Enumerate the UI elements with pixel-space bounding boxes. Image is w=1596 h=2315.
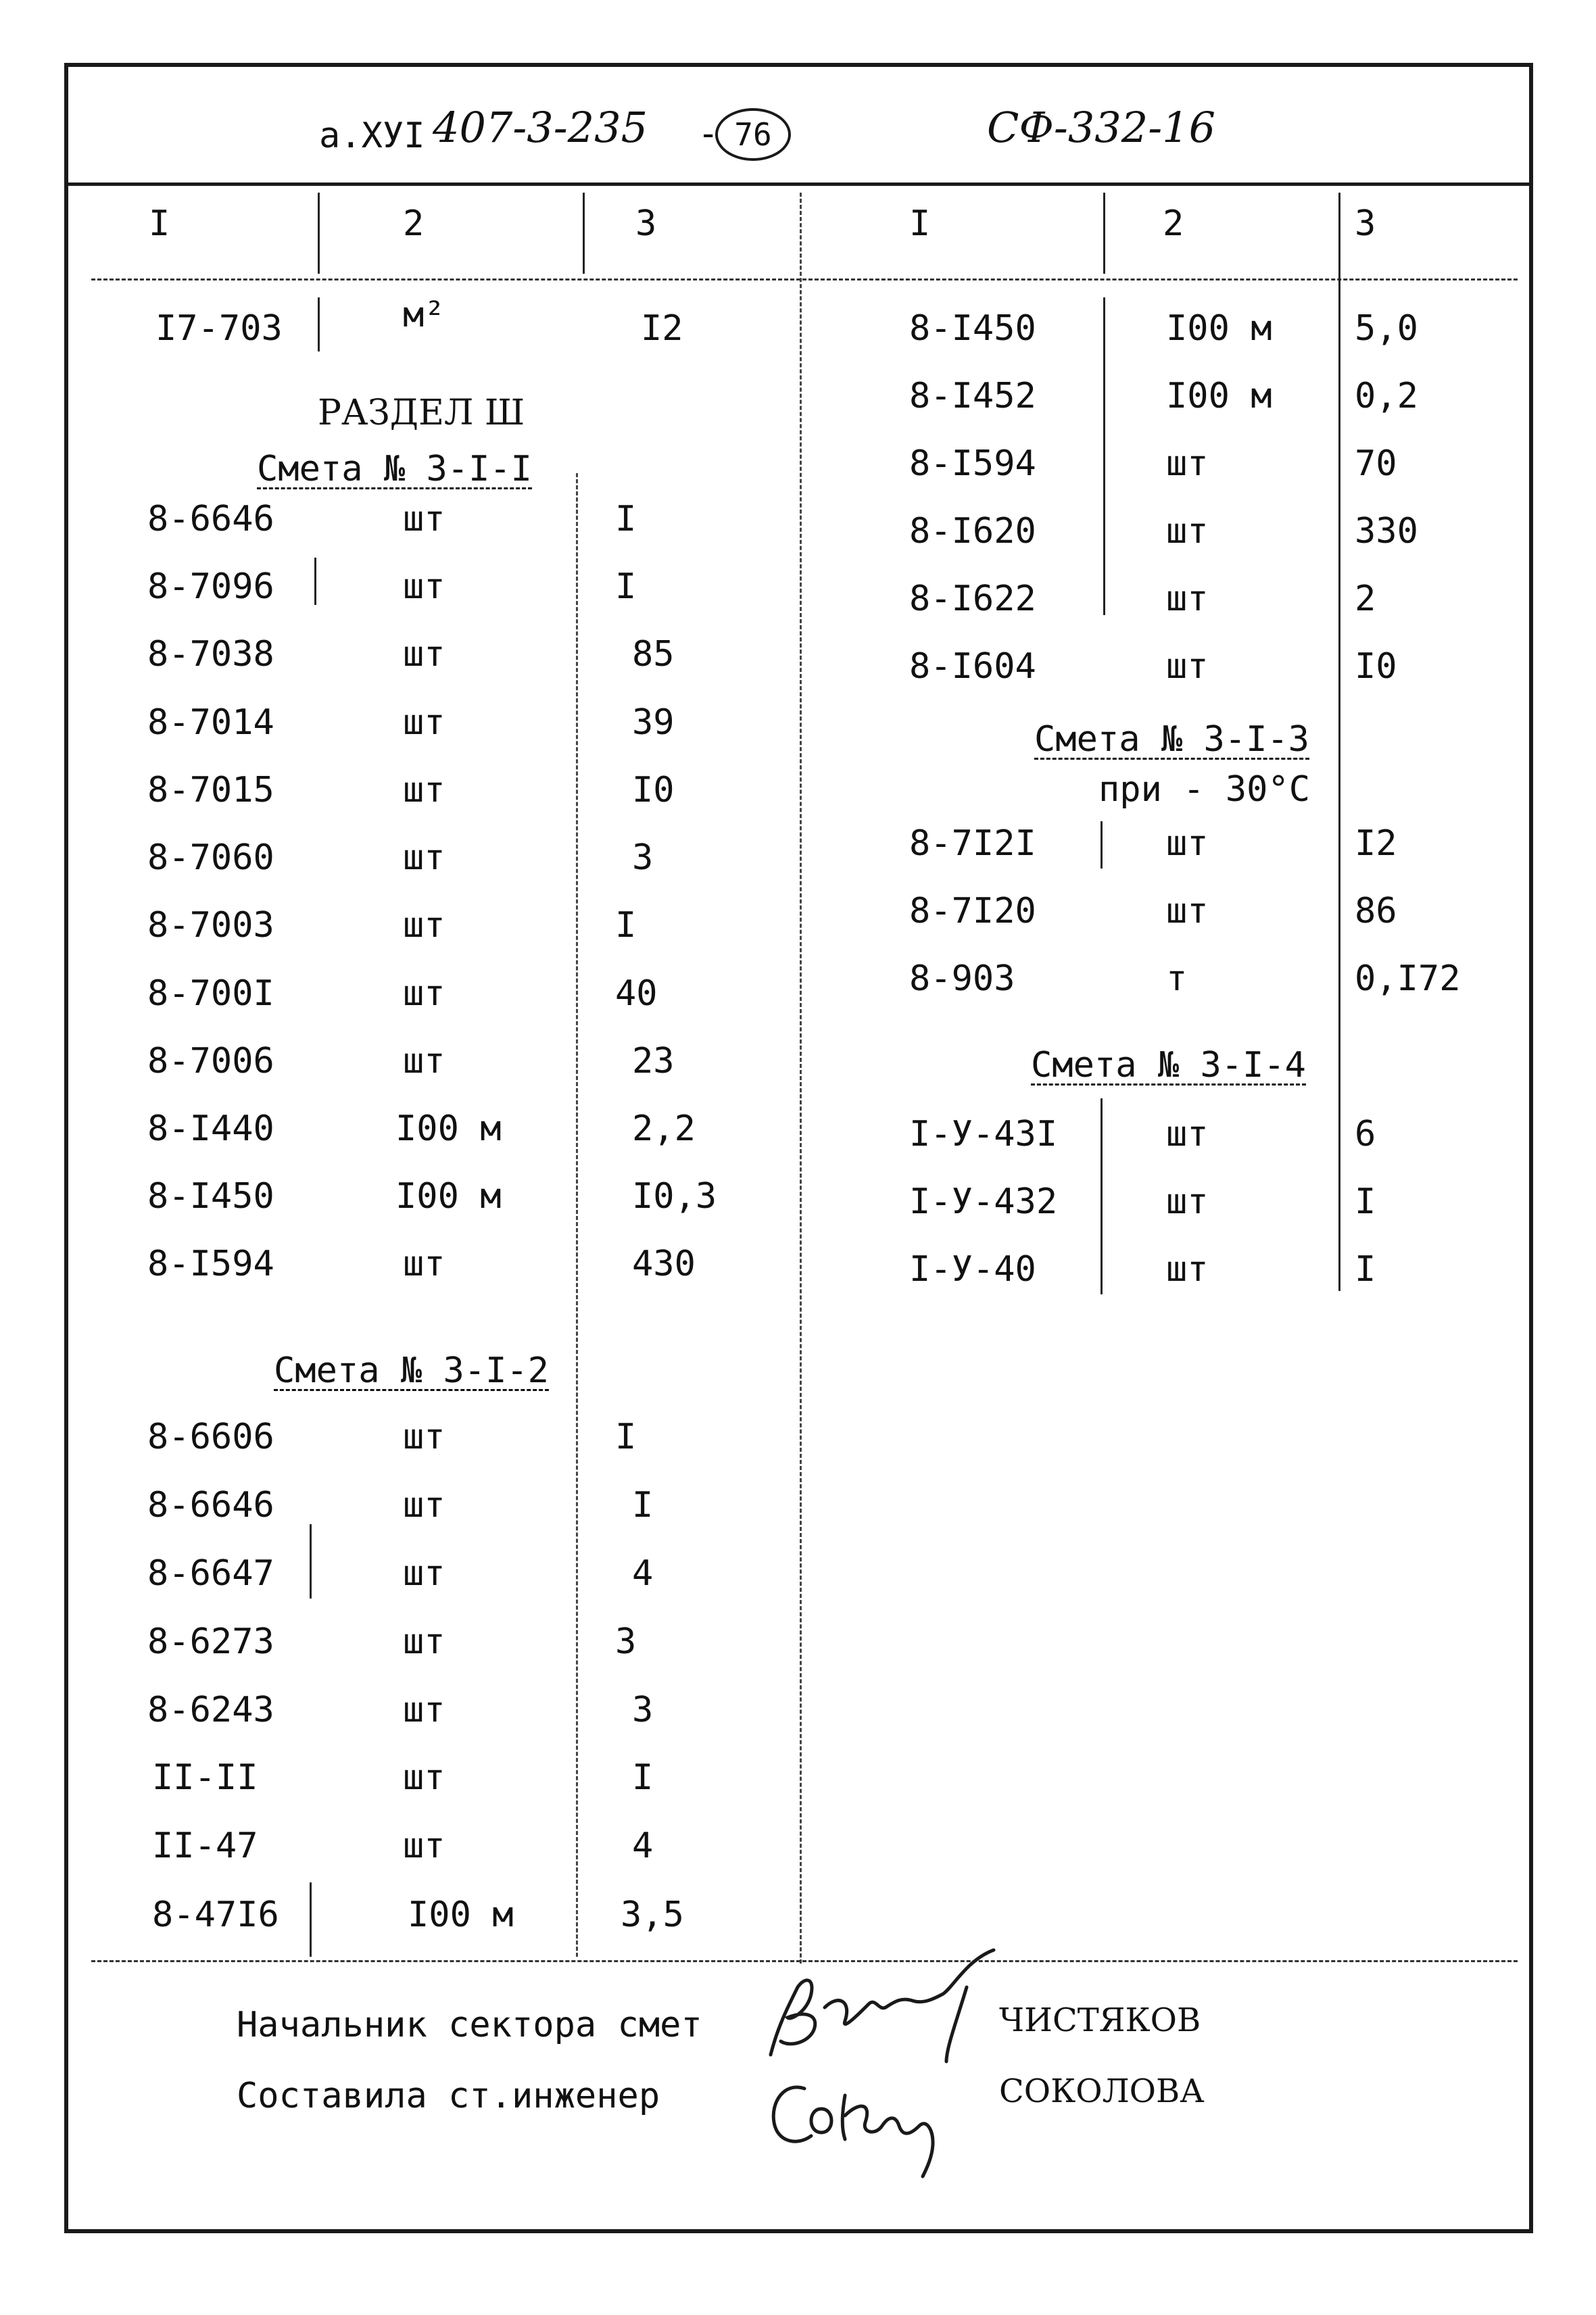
est2-row-4-qty: 3 [615,1622,637,1662]
doc-code-number: 407-3-235 [433,103,648,152]
est2-row-3-code: 8-6647 [147,1553,274,1594]
right-row-1-qty: 5,0 [1355,308,1418,349]
right-col2-divider [1338,193,1340,1291]
est2-row-8-unit: I00 м [408,1895,514,1935]
est3-row-1-code: 8-7I2I [909,823,1036,864]
est2-row-2-unit: шт [403,1485,445,1526]
doc-code-prefix: а.ХУI [319,116,425,156]
est2-row-4-code: 8-6273 [147,1622,274,1662]
est4-row-1-code: I-У-43I [909,1114,1058,1154]
est4-row-2-code: I-У-432 [909,1181,1058,1222]
est2-row-2-code: 8-6646 [147,1485,274,1526]
est1-row-4-unit: шт [403,702,445,743]
right-row-6-unit: шт [1166,646,1209,687]
est2-row-5-unit: шт [403,1690,445,1730]
left-col1-divider-top [318,193,320,274]
est4-row-3-unit: шт [1166,1249,1209,1290]
header-rule [66,182,1531,186]
est1-row-7-code: 8-7003 [147,905,274,946]
left-first-row-code: I7-703 [155,308,283,349]
est2-row-1-code: 8-6606 [147,1417,274,1457]
est1-row-4-code: 8-7014 [147,702,274,743]
est1-row-6-qty: 3 [632,837,654,878]
right-row-5-unit: шт [1166,579,1209,619]
signature-2 [757,2062,1000,2183]
right-row-3-unit: шт [1166,443,1209,484]
right-col1-divider-est4 [1101,1098,1103,1294]
est3-row-1-qty: I2 [1355,823,1397,864]
left-col1-divider-mid [314,558,316,605]
est1-row-9-unit: шт [403,1041,445,1081]
est1-row-1-code: 8-6646 [147,499,274,539]
footer-name-1: ЧИСТЯКОВ [999,2001,1201,2039]
right-row-2-unit: I00 м [1166,376,1272,416]
est1-row-9-qty: 23 [632,1041,675,1081]
right-col1-divider-est3 [1101,821,1103,869]
est1-row-2-unit: шт [403,566,445,607]
right-row-6-qty: I0 [1355,646,1397,687]
page-dash: - [698,114,719,154]
left-col2-divider-top [583,193,585,274]
est1-row-7-unit: шт [403,905,445,946]
est4-row-1-unit: шт [1166,1114,1209,1154]
left-col2-divider-body [576,473,578,1957]
est3-row-2-qty: 86 [1355,891,1397,931]
footer-name-2: СОКОЛОВА [999,2072,1205,2110]
footer-role-1: Начальник сектора смет [237,2005,702,2045]
right-row-3-qty: 70 [1355,443,1397,484]
estimate1-title: Смета № 3-I-I [257,449,532,489]
est1-row-10-qty: 2,2 [632,1108,696,1149]
est4-row-3-qty: I [1355,1249,1376,1290]
est4-row-2-qty: I [1355,1181,1376,1222]
est1-row-8-code: 8-700I [147,973,274,1014]
est1-row-6-unit: шт [403,837,445,878]
est1-row-11-code: 8-I450 [147,1176,274,1217]
right-row-1-code: 8-I450 [909,308,1036,349]
est2-row-6-qty: I [632,1757,654,1798]
est1-row-12-code: 8-I594 [147,1244,274,1284]
right-row-5-qty: 2 [1355,579,1376,619]
est1-row-3-qty: 85 [632,634,675,675]
est1-row-4-qty: 39 [632,702,675,743]
left-col1-divider-bottom [310,1882,312,1957]
est2-row-6-code: II-II [152,1757,258,1798]
est1-row-2-code: 8-7096 [147,566,274,607]
est4-row-2-unit: шт [1166,1181,1209,1222]
right-row-2-qty: 0,2 [1355,376,1418,416]
est2-row-4-unit: шт [403,1622,445,1662]
left-first-row-unit: м² [403,295,445,335]
est3-row-1-unit: шт [1166,823,1209,864]
estimate4-title: Смета № 3-I-4 [1031,1045,1306,1086]
est1-row-5-qty: I0 [632,770,675,810]
est2-row-5-qty: 3 [632,1690,654,1730]
right-row-1-unit: I00 м [1166,308,1272,349]
center-divider [800,193,802,1964]
est2-row-8-code: 8-47I6 [152,1895,279,1935]
est2-row-2-qty: I [632,1485,654,1526]
document-frame [64,63,1533,2233]
est1-row-12-qty: 430 [632,1244,696,1284]
col-header-1-right: I [909,203,931,244]
est3-row-3-unit: т [1166,958,1188,999]
col-header-3-left: 3 [635,203,657,244]
est1-row-8-qty: 40 [615,973,658,1014]
est2-row-7-unit: шт [403,1826,445,1866]
right-row-3-code: 8-I594 [909,443,1036,484]
est1-row-11-qty: I0,3 [632,1176,717,1217]
col-header-3-right: 3 [1355,203,1376,244]
est1-row-2-qty: I [615,566,637,607]
left-col1-divider-lower [310,1524,312,1599]
est1-row-10-code: 8-I440 [147,1108,274,1149]
est1-row-9-code: 8-7006 [147,1041,274,1081]
section-title: РАЗДЕЛ Ш [318,393,525,433]
left-first-row-qty: I2 [641,308,683,349]
est2-row-8-qty: 3,5 [621,1895,684,1935]
est1-row-10-unit: I00 м [395,1108,502,1149]
est3-row-3-code: 8-903 [909,958,1015,999]
col-header-1-left: I [149,203,170,244]
col-header-2-right: 2 [1163,203,1184,244]
estimate3-subtitle: при - 30°С [1098,769,1311,810]
est2-row-1-qty: I [615,1417,637,1457]
est2-row-7-qty: 4 [632,1826,654,1866]
right-row-4-qty: 330 [1355,511,1418,552]
est3-row-3-qty: 0,I72 [1355,958,1461,999]
est2-row-3-qty: 4 [632,1553,654,1594]
left-col1-divider-first-row [318,297,320,351]
est1-row-3-code: 8-7038 [147,634,274,675]
col-header-2-left: 2 [403,203,425,244]
est4-row-1-qty: 6 [1355,1114,1376,1154]
est3-row-2-unit: шт [1166,891,1209,931]
right-row-4-code: 8-I620 [909,511,1036,552]
right-col1-divider-rows [1103,297,1105,615]
est1-row-7-qty: I [615,905,637,946]
est1-row-3-unit: шт [403,634,445,675]
est4-row-3-code: I-У-40 [909,1249,1036,1290]
page-number-circle: 76 [715,108,791,161]
sheet-code: СФ-332-16 [987,103,1216,152]
est2-row-5-code: 8-6243 [147,1690,274,1730]
estimate2-title: Смета № 3-I-2 [274,1350,549,1391]
right-row-4-unit: шт [1166,511,1209,552]
est1-row-11-unit: I00 м [395,1176,502,1217]
right-col1-divider-top [1103,193,1105,274]
est3-row-2-code: 8-7I20 [909,891,1036,931]
est1-row-5-unit: шт [403,770,445,810]
est1-row-1-unit: шт [403,499,445,539]
est1-row-5-code: 8-7015 [147,770,274,810]
right-row-5-code: 8-I622 [909,579,1036,619]
est2-row-6-unit: шт [403,1757,445,1798]
right-row-2-code: 8-I452 [909,376,1036,416]
est1-row-6-code: 8-7060 [147,837,274,878]
est1-row-8-unit: шт [403,973,445,1014]
est2-row-7-code: II-47 [152,1826,258,1866]
est2-row-1-unit: шт [403,1417,445,1457]
right-row-6-code: 8-I604 [909,646,1036,687]
footer-role-2: Составила ст.инженер [237,2076,660,2116]
est1-row-12-unit: шт [403,1244,445,1284]
est2-row-3-unit: шт [403,1553,445,1594]
column-header-rule [91,278,1518,281]
estimate3-title: Смета № 3-I-3 [1034,719,1309,760]
est1-row-1-qty: I [615,499,637,539]
